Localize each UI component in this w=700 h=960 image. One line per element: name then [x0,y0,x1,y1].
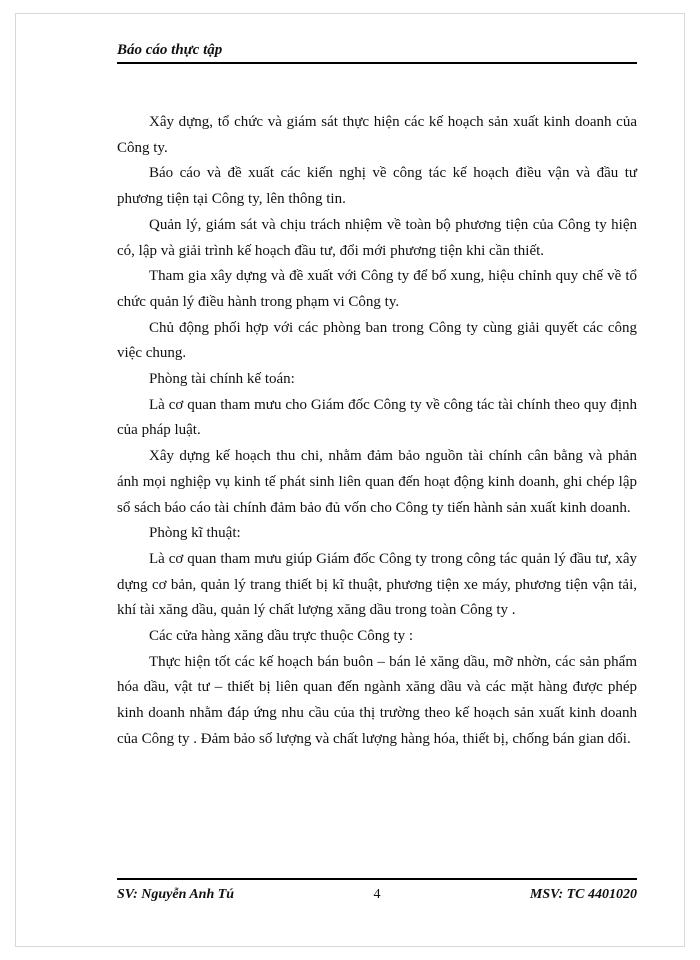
header-title: Báo cáo thực tập [117,42,223,58]
section-heading: Phòng tài chính kế toán: [149,371,295,388]
section-heading: Các cửa hàng xăng dầu trực thuộc Công ty : [149,628,414,645]
document-body [117,110,637,753]
paragraph: Chủ động phối hợp với các phòng ban trong Công ty cùng giải quyết các công việc chung. [117,319,637,362]
student-name: SV: Nguyễn Anh Tú [117,887,235,902]
page-footer [117,878,637,906]
paragraph: Xây dựng, tổ chức và giám sát thực hiện các kế hoạch sản xuất kinh doanh của Công ty. [117,114,637,156]
paragraph: Quản lý, giám sát và chịu trách nhiệm về toàn bộ phương tiện của Công ty hiện có, lập và giải trình kế hoạch đầu tư, đổi mới phương tiện khi cần thiết. [117,216,637,259]
page-header [117,40,637,64]
paragraph: Báo cáo và đề xuất các kiến nghị về công tác kế hoạch điều vận và đầu tư phương tiện tại Công ty, lên thông tin. [117,165,637,208]
student-id: MSV: TC 4401020 [529,887,637,902]
page-number: 4 [373,887,381,902]
paragraph: Xây dựng kế hoạch thu chi, nhằm đảm bảo nguồn tài chính cân bằng và phản ánh mọi nghiệp vụ kinh tế phát sinh liên quan đến hoạt động kinh doanh, ghi chép lập sổ sách báo cáo tài chính đảm bảo đủ vốn cho Công ty tiến hành sản xuất kinh doanh. [117,448,637,516]
paragraph: Là cơ quan tham mưu cho Giám đốc Công ty về công tác tài chính theo quy định của pháp luật. [117,396,637,439]
paragraph: Thực hiện tốt các kế hoạch bán buôn – bán lẻ xăng dầu, mỡ nhờn, các sản phẩm hóa dầu, vật tư – thiết bị liên quan đến ngành xăng dầu và các mặt hàng được phép kinh doanh nhằm đáp ứng nhu cầu của thị trường theo kế hoạch sản xuất kinh doanh của Công ty . Đảm bảo số lượng và chất lượng hàng hóa, thiết bị, chống bán gian dối. [117,653,637,747]
section-heading: Phòng kĩ thuật: [149,525,241,542]
paragraph: Là cơ quan tham mưu giúp Giám đốc Công ty trong công tác quản lý đầu tư, xây dựng cơ bản, quản lý trang thiết bị kĩ thuật, phương tiện xe máy, phương tiện vận tải, khí tài xăng dầu, quản lý chất lượng xăng dầu trong toàn Công ty . [117,550,637,619]
paragraph: Tham gia xây dựng và đề xuất với Công ty để bổ xung, hiệu chỉnh quy chế về tổ chức quản lý điều hành trong phạm vi Công ty. [117,268,637,310]
